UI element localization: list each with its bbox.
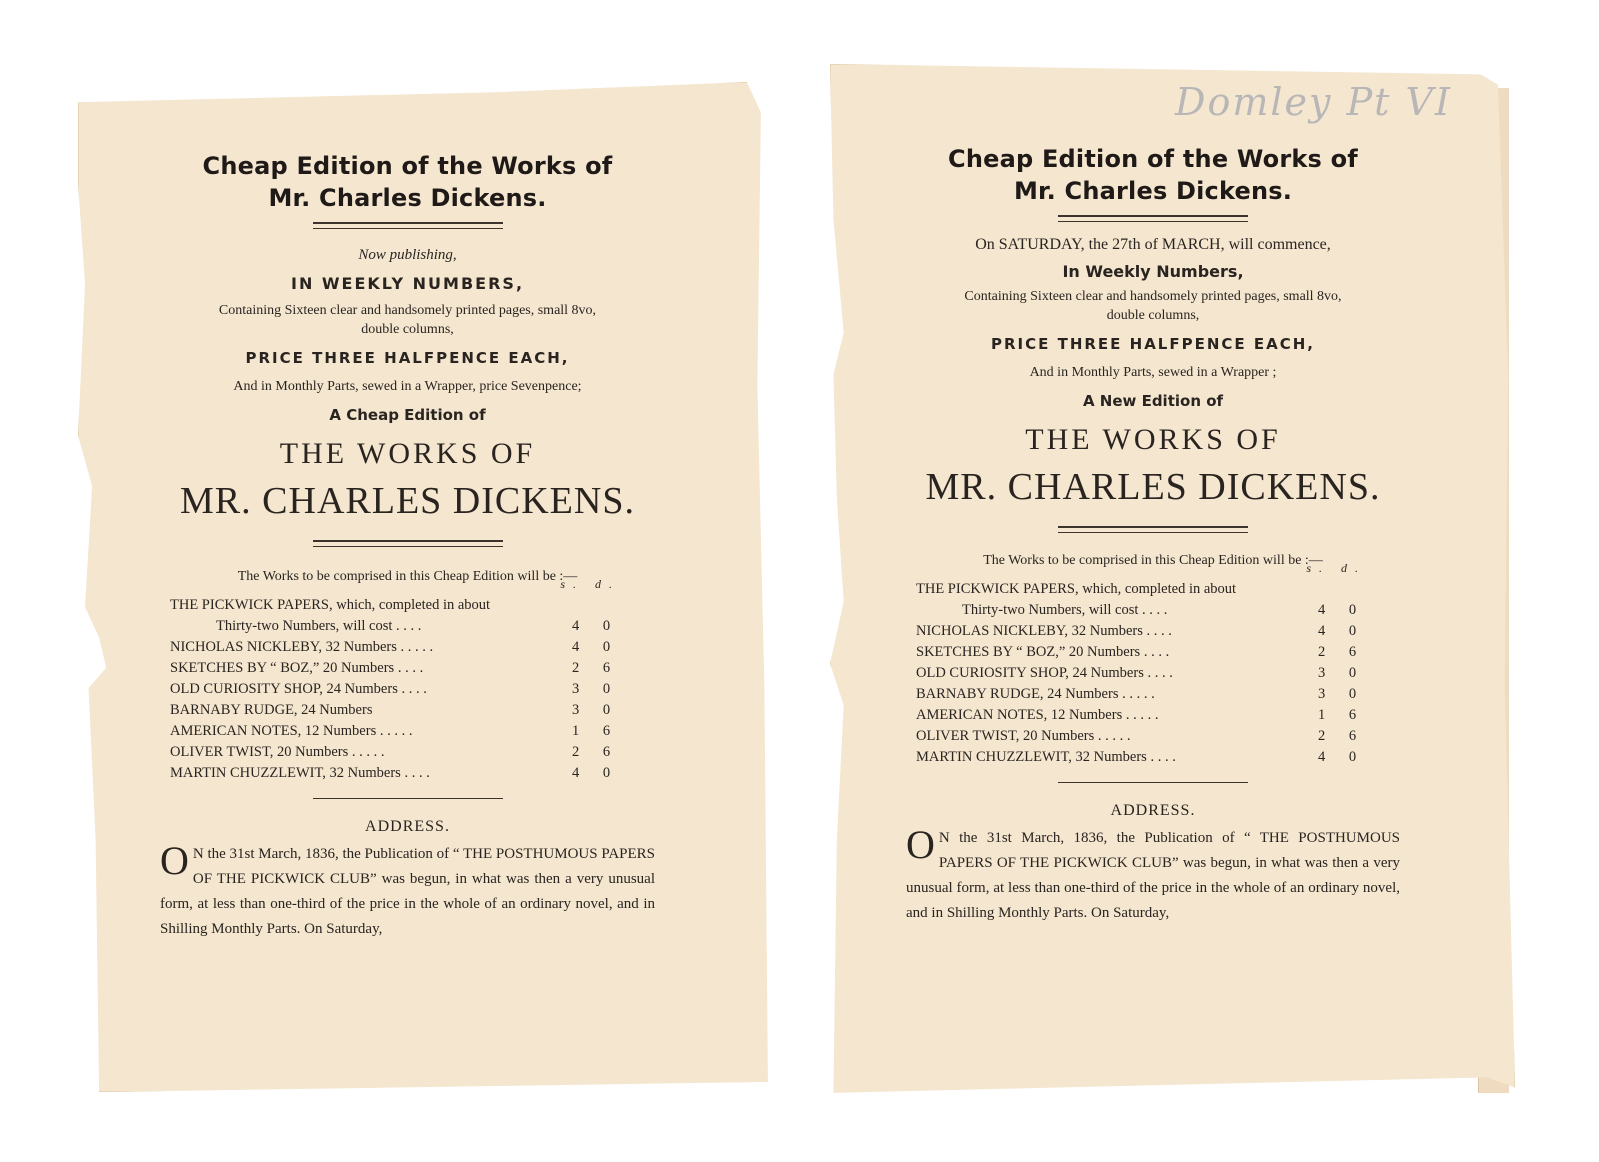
list-item: THE PICKWICK PAPERS, which, completed in about [916, 581, 1237, 597]
right-prospectus [906, 143, 1400, 926]
right-address-paragraph: O N the 31st March, 1836, the Publication of “ THE POSTHUMOUS PAPERS OF THE PICKWICK CLUB” was begun, in what was then a very unusual form, at less than one-third of the price in the whole of an ordinary novel, and in Shilling Monthly Parts. On Saturday, [906, 822, 1400, 921]
right-title-rule [1058, 215, 1248, 222]
left-monthly: And in Monthly Parts, sewed in a Wrapper, price Sevenpence; [233, 379, 582, 394]
right-sd-header: s. d. [1306, 561, 1366, 575]
list-item: NICHOLAS NICKLEBY, 32 Numbers . . . . . 4 0 [170, 639, 621, 655]
right-edition-of: A New Edition of [1082, 392, 1224, 410]
left-drop-cap: O [160, 838, 189, 883]
right-author-rule [1058, 526, 1248, 533]
right-weekly-heading: In Weekly Numbers, [1062, 262, 1244, 281]
left-desc-line2: double columns, [361, 322, 454, 337]
list-item: MARTIN CHUZZLEWIT, 32 Numbers . . . . 4 0 [916, 749, 1367, 765]
handwritten-note: Domley Pt VI [1175, 80, 1452, 124]
list-item: OLIVER TWIST, 20 Numbers . . . . . 2 6 [170, 744, 621, 760]
left-intro: Now publishing, [358, 247, 457, 263]
left-list-rule [313, 798, 503, 800]
left-edition-of: A Cheap Edition of [329, 406, 486, 424]
right-list-rule [1058, 782, 1248, 784]
right-desc-line2: double columns, [1106, 308, 1200, 323]
list-item: OLD CURIOSITY SHOP, 24 Numbers . . . . 3 0 [170, 681, 621, 697]
right-drop-cap: O [906, 822, 935, 867]
left-comprised: The Works to be comprised in this Cheap Edition will be :— [237, 569, 578, 584]
list-item: MARTIN CHUZZLEWIT, 32 Numbers . . . . 4 0 [170, 765, 621, 781]
list-item: AMERICAN NOTES, 12 Numbers . . . . . 1 6 [170, 723, 621, 739]
left-title-line2: Mr. Charles Dickens. [268, 184, 547, 212]
list-item: SKETCHES BY “ BOZ,” 20 Numbers . . . . 2 6 [170, 660, 621, 676]
right-works-list [916, 558, 1400, 768]
left-title-line1: Cheap Edition of the Works of [202, 152, 613, 180]
right-monthly: And in Monthly Parts, sewed in a Wrapper ; [1029, 365, 1277, 380]
right-title-line1: Cheap Edition of the Works of [948, 145, 1358, 173]
right-address-heading: ADDRESS. [1110, 802, 1196, 819]
left-weekly-heading: IN WEEKLY NUMBERS, [290, 274, 525, 293]
right-intro: On SATURDAY, the 27th of MARCH, will commence, [975, 236, 1331, 253]
left-author: MR. CHARLES DICKENS. [180, 480, 635, 522]
list-item: BARNABY RUDGE, 24 Numbers . . . . . 3 0 [916, 686, 1367, 702]
right-desc-line1: Containing Sixteen clear and handsomely printed pages, small 8vo, [964, 289, 1342, 304]
list-item: OLIVER TWIST, 20 Numbers . . . . . 2 6 [916, 728, 1367, 744]
right-title-line2: Mr. Charles Dickens. [1013, 177, 1293, 205]
left-prospectus [160, 150, 655, 942]
left-desc-line1: Containing Sixteen clear and handsomely printed pages, small 8vo, [218, 303, 597, 318]
list-item: OLD CURIOSITY SHOP, 24 Numbers . . . . 3 0 [916, 665, 1367, 681]
left-address-heading: ADDRESS. [365, 818, 450, 835]
list-item: THE PICKWICK PAPERS, which, completed in about [170, 597, 491, 613]
left-price: PRICE THREE HALFPENCE EACH, [245, 349, 570, 367]
left-author-rule [313, 540, 503, 547]
right-price: PRICE THREE HALFPENCE EACH, [990, 335, 1315, 353]
left-address-paragraph: O N the 31st March, 1836, the Publication of “ THE POSTHUMOUS PAPERS OF THE PICKWICK CLUB” was begun, in what was then a very unusual form, at less than one-third of the price in the whole of an ordinary novel, and in Shilling Monthly Parts. On Saturday, [160, 838, 655, 937]
list-item: AMERICAN NOTES, 12 Numbers . . . . . 1 6 [916, 707, 1367, 723]
list-item: SKETCHES BY “ BOZ,” 20 Numbers . . . . 2 6 [916, 644, 1367, 660]
list-item: Thirty-two Numbers, will cost . . . . 4 0 [962, 602, 1367, 618]
left-works-of: THE WORKS OF [279, 437, 536, 470]
left-works-list [170, 574, 655, 784]
list-item: NICHOLAS NICKLEBY, 32 Numbers . . . . 4 0 [916, 623, 1367, 639]
list-item: BARNABY RUDGE, 24 Numbers 3 0 [170, 702, 621, 718]
left-title-rule [313, 222, 503, 229]
right-works-of: THE WORKS OF [1025, 423, 1281, 456]
right-author: MR. CHARLES DICKENS. [925, 466, 1381, 508]
left-sd-header: s. d. [560, 577, 620, 591]
right-comprised: The Works to be comprised in this Cheap Edition will be :— [983, 553, 1323, 568]
list-item: Thirty-two Numbers, will cost . . . . 4 0 [216, 618, 621, 634]
